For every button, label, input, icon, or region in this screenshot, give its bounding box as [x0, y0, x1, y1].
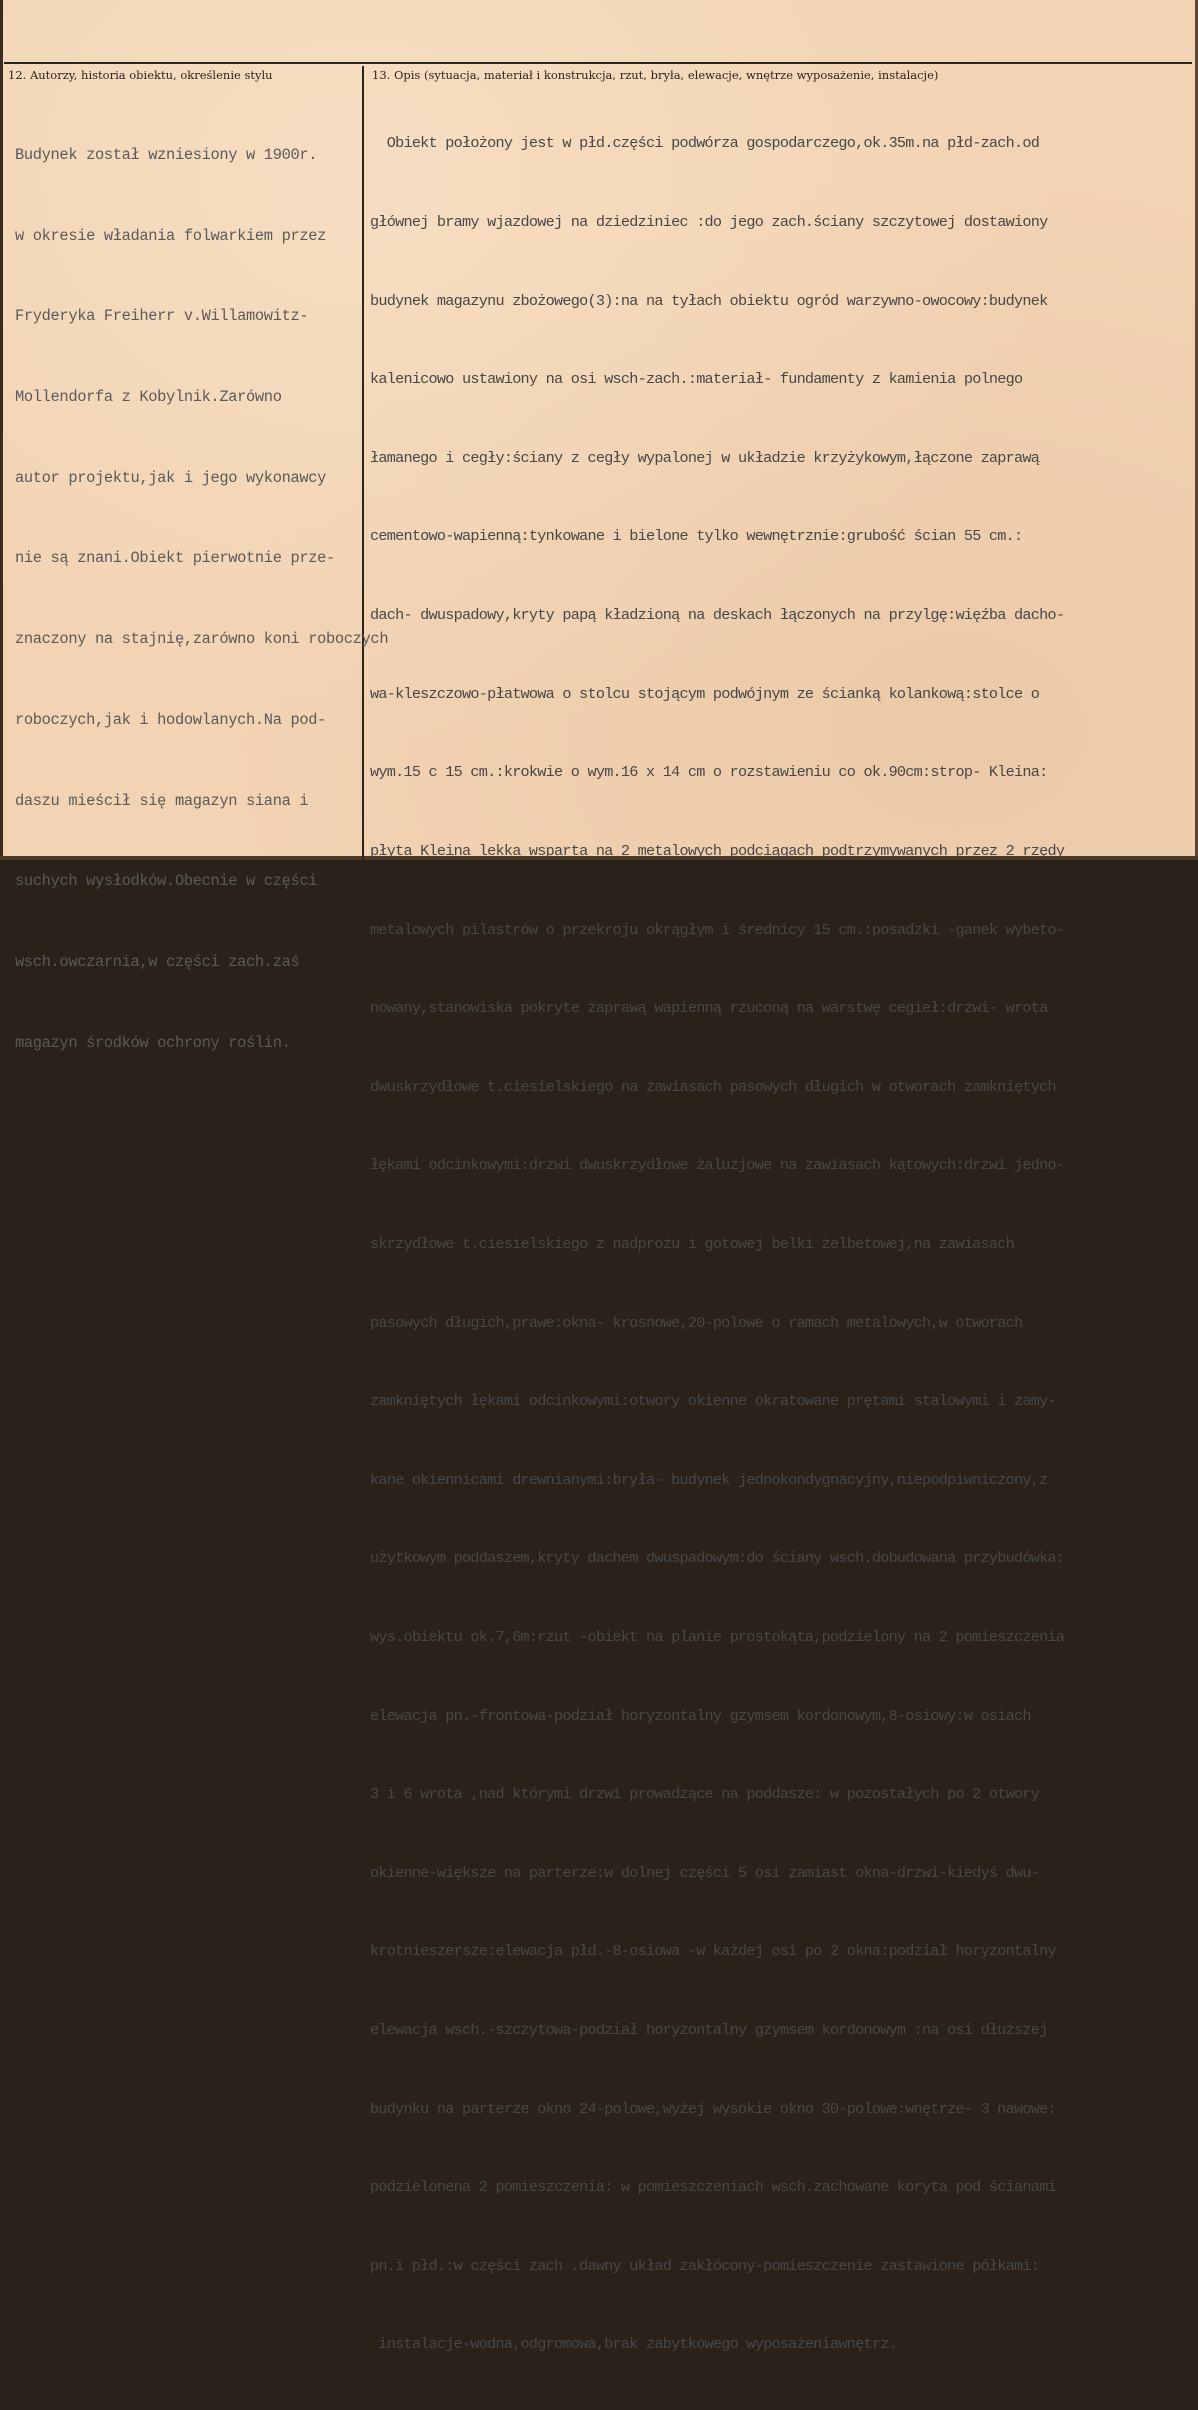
- section-13-line: wym.15 c 15 cm.:krokwie o wym.16 x 14 cm o rozstawieniu co ok.90cm:strop- Kleina:: [370, 763, 1048, 782]
- section-13-line: budynku na parterze okno 24-polowe,wyżej wysokie okno 30-polowe:wnętrze- 3 nawowe:: [370, 2099, 1056, 2118]
- section-13-line: pn.i płd.:w części zach .dawny układ zakłócony-pomieszczenie zastawione półkami:: [370, 2256, 1040, 2275]
- section-13-line: elewacja wsch.-szczytowa-podział horyzontalny gzymsem kordonowym :na osi dłuższej: [370, 2021, 1048, 2040]
- section-13-line: pasowych długich,prawe:okna- krosnowe,20-polowe o ramach metalowych,w otworach: [370, 1313, 1023, 1332]
- section-13-line: instalacje-wodna,odgromowa,brak zabytkowego wyposażeniawnętrz.: [370, 2335, 897, 2354]
- section-12-line: roboczych,jak i hodowlanych.Na pod-: [15, 710, 327, 729]
- section-12-line: Budynek został wzniesiony w 1900r.: [15, 145, 318, 164]
- section-13-title: 13. Opis (sytuacja, materiał i konstrukcja, rzut, bryła, elewacje, wnętrze wyposażenie, instalacje): [372, 68, 939, 82]
- section-12-line: daszu mieścił się magazyn siana i: [15, 791, 309, 810]
- section-13-line: krotnieszersze:elewacja płd.-8-osiowa -w każdej osi po 2 okna:podział horyzontalny: [370, 1942, 1056, 1961]
- section-12-typed-text: [15, 88, 388, 1110]
- section-12-line: autor projektu,jak i jego wykonawcy: [15, 468, 327, 487]
- section-13-line: dach- dwuspadowy,kryty papą kładzioną na deskach łączonych na przylgę:więźba dacho-: [370, 606, 1065, 625]
- header-rule: [4, 62, 1192, 64]
- section-13-line: nowany,stanowiska pokryte zaprawą wapienną rzuconą na warstwę cegieł:drzwi- wrota: [370, 999, 1048, 1018]
- section-12-title: 12. Autorzy, historia obiektu, określenie stylu: [8, 68, 273, 82]
- section-13-line: Obiekt położony jest w płd.części podwórza gospodarczego,ok.35m.na płd-zach.od: [370, 134, 1040, 153]
- section-13-line: cementowo-wapienną:tynkowane i bielone tylko wewnętrznie:grubość ścian 55 cm.:: [370, 527, 1023, 546]
- section-13-line: budynek magazynu zbożowego(3):na na tyłach obiektu ogród warzywno-owocowy:budynek: [370, 291, 1048, 310]
- section-13-typed-text: [370, 78, 1064, 2410]
- section-12-line: suchych wysłodków.Obecnie w części: [15, 872, 318, 891]
- section-13-line: skrzydłowe t.ciesielskiego z nadprożu i gotowej belki żelbetowej,na zawiasach: [370, 1234, 1015, 1253]
- section-13-line: kalenicowo ustawiony na osi wsch-zach.:materiał- fundamenty z kamienia polnego: [370, 370, 1023, 389]
- section-13-line: elewacja pn.-frontowa-podział horyzontalny gzymsem kordonowym,8-osiowy:w osiach: [370, 1706, 1031, 1725]
- section-13-line: użytkowym poddaszem,kryty dachem dwuspadowym:do ściany wsch.dobudowana przybudówka:: [370, 1549, 1065, 1568]
- section-13-line: łękami odcinkowymi:drzwi dwuskrzydłowe żaluzjowe na zawiasach kątowych:drzwi jedno-: [370, 1156, 1065, 1175]
- section-13-line: zamkniętych łękami odcinkowymi:otwory okienne okratowane prętami stalowymi i zamy-: [370, 1392, 1056, 1411]
- section-13-line: 3 i 6 wrota ,nad którymi drzwi prowadzące na poddasze: w pozostałych po 2 otwory: [370, 1785, 1040, 1804]
- section-12-line: Fryderyka Freiherr v.Willamowitz-: [15, 307, 309, 326]
- section-13-line: płyta Kleina lekka wsparta na 2 metalowych podciągach podtrzymywanych przez 2 rzędy: [370, 841, 1065, 860]
- section-12-line: magazyn środków ochrony roślin.: [15, 1033, 291, 1052]
- section-13-line: okienne-większe na parterze:w dolnej części 5 osi zamiast okna-drzwi-kiedyś dwu-: [370, 1863, 1040, 1882]
- scan-edge-left: [0, 0, 3, 860]
- section-13-line: głównej bramy wjazdowej na dziedziniec :do jego zach.ściany szczytowej dostawiony: [370, 213, 1048, 232]
- section-12-line: w okresie władania folwarkiem przez: [15, 226, 327, 245]
- section-12-line: wsch.owczarnia,w części zach.zaś: [15, 953, 300, 971]
- section-13-line: podzielonena 2 pomieszczenia: w pomieszczeniach wsch.zachowane koryta pod ścianami: [370, 2178, 1056, 2197]
- section-13-line: kane okiennicami drewnianymi:bryła- budynek jednokondygnacyjny,niepodpiwniczony,z: [370, 1470, 1048, 1489]
- section-12-line: znaczony na stajnię,zarówno koni roboczych: [15, 630, 389, 649]
- section-13-line: wys.obiektu ok.7,6m:rzut -obiekt na planie prostokąta,podzielony na 2 pomieszczenia: [370, 1627, 1065, 1646]
- section-12-line: nie są znani.Obiekt pierwotnie prze-: [15, 549, 335, 568]
- section-12-line: Mollendorfa z Kobylnik.Zarówno: [15, 387, 282, 406]
- section-13-line: dwuskrzydłowe t.ciesielskiego na zawiasach pasowych długich w otworach zamkniętych: [370, 1077, 1056, 1096]
- section-13-line: metalowych pilastrów o przekroju okrągłym i średnicy 15 cm.:posadzki -ganek wybeto-: [370, 920, 1065, 939]
- section-13-line: łamanego i cegły:ściany z cegły wypalonej w układzie krzyżykowym,łączone zaprawą: [370, 448, 1040, 467]
- section-13-line: wa-kleszczowo-płatwowa o stolcu stojącym podwójnym ze ścianką kolankową:stolce o: [370, 684, 1040, 703]
